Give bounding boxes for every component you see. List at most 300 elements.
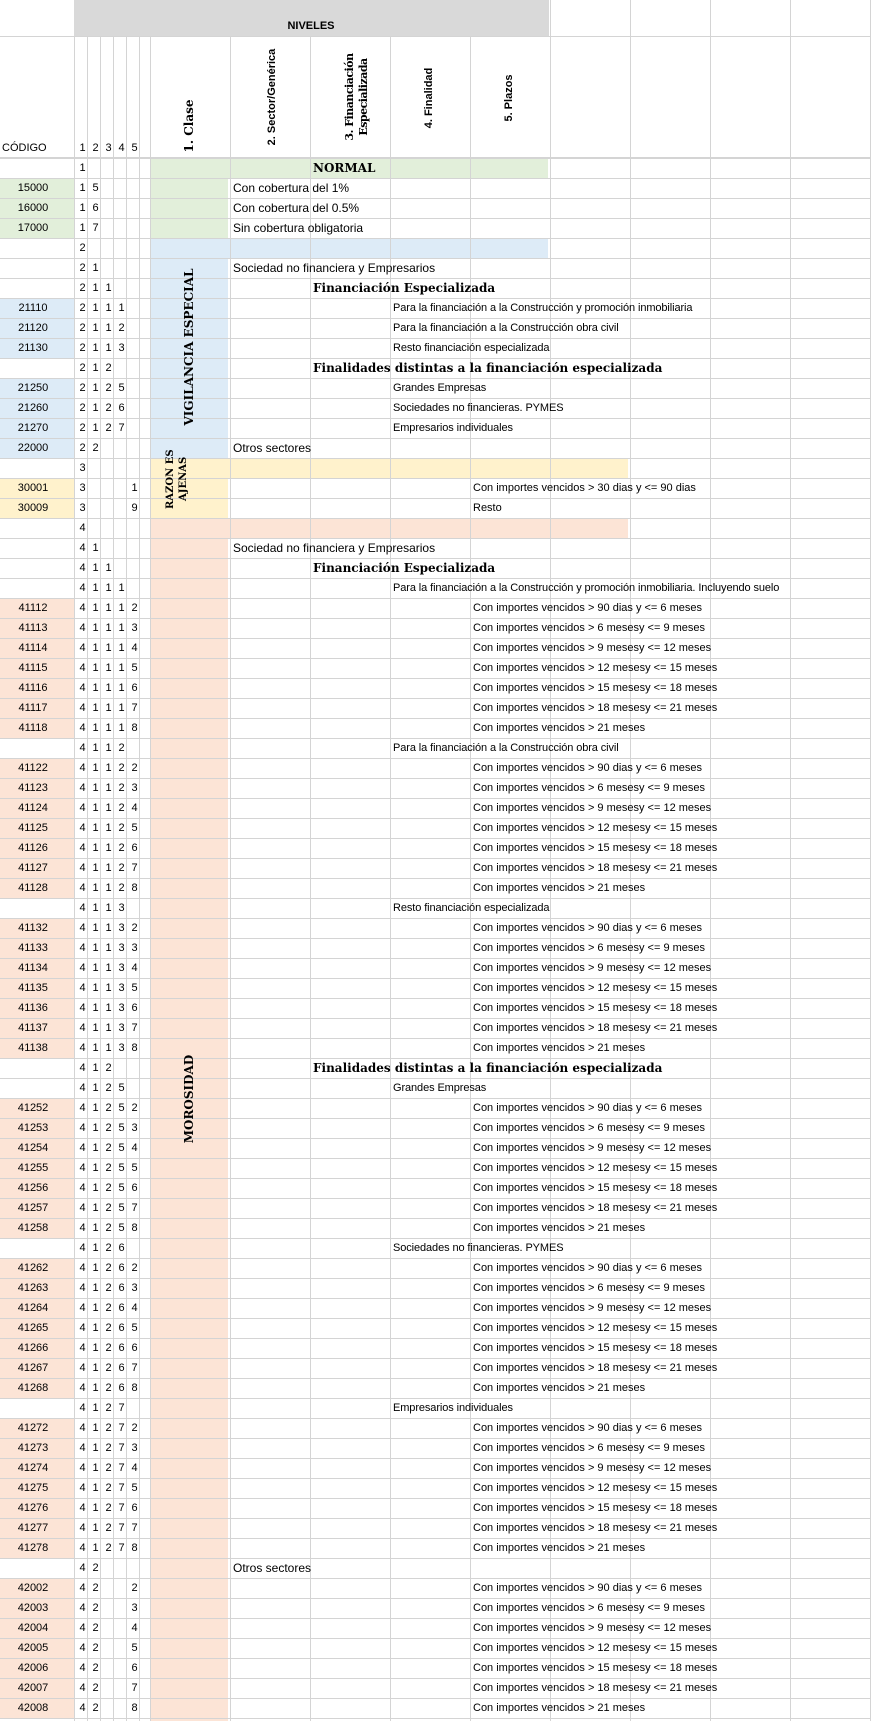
code-cell: 30001 [17, 482, 49, 494]
code-cell: 16000 [17, 202, 49, 214]
level-digit: 2 [105, 1402, 112, 1414]
code-cell: 41122 [18, 762, 48, 774]
description-cell: Con importes vencidos > 15 mesesy <= 18 meses [473, 1662, 718, 1674]
code-cell: 21270 [17, 422, 49, 434]
level-digit: 4 [79, 1582, 86, 1594]
level-digit: 2 [105, 1282, 112, 1294]
grid-line [630, 0, 631, 36]
level-digit: 2 [79, 342, 86, 354]
level-digit: 8 [131, 1222, 138, 1234]
level-digit: 4 [131, 642, 138, 654]
level-digit: 2 [92, 1642, 99, 1654]
level-digit: 1 [92, 1282, 99, 1294]
level-digit: 5 [118, 1162, 125, 1174]
level-digit: 1 [92, 982, 99, 994]
level-digit: 2 [131, 1422, 138, 1434]
level-digit: 1 [118, 642, 125, 654]
level-digit: 1 [92, 1502, 99, 1514]
level-digit: 4 [79, 1202, 86, 1214]
level-digit: 5 [118, 1122, 125, 1134]
level-digit: 2 [105, 1222, 112, 1234]
level-digit: 6 [118, 1262, 125, 1274]
level-digit: 4 [79, 682, 86, 694]
level-digit: 6 [118, 1342, 125, 1354]
description-cell: Con importes vencidos > 21 meses [473, 1222, 646, 1234]
description-cell: Con importes vencidos > 21 meses [473, 1542, 646, 1554]
level-digit: 3 [118, 962, 125, 974]
level-digit: 4 [79, 1062, 86, 1074]
code-cell: 41137 [18, 1022, 48, 1034]
description-cell: Con importes vencidos > 15 mesesy <= 18 meses [473, 682, 718, 694]
level-digit: 4 [79, 862, 86, 874]
grid-line [0, 158, 871, 159]
level-digit: 6 [118, 1282, 125, 1294]
description-cell: Con importes vencidos > 18 mesesy <= 21 meses [473, 862, 718, 874]
level-digit: 1 [92, 342, 99, 354]
code-cell: 41262 [17, 1262, 49, 1274]
level-digit: 1 [105, 702, 112, 714]
level-digit: 1 [105, 882, 112, 894]
description-cell: Para la financiación a la Construcción y promoción inmobiliaria. Incluyendo suelo [393, 582, 780, 594]
level-digit: 1 [92, 1062, 99, 1074]
level-digit: 2 [105, 1462, 112, 1474]
digit-header-1: 1 [79, 142, 86, 154]
level-digit: 1 [118, 662, 125, 674]
code-cell: 41125 [18, 822, 48, 834]
code-cell: 41278 [17, 1542, 49, 1554]
level-digit: 6 [131, 1002, 138, 1014]
code-cell: 41112 [18, 602, 48, 614]
level-digit: 1 [105, 562, 112, 574]
level-digit: 4 [79, 762, 86, 774]
level-digit: 6 [131, 682, 138, 694]
description-cell: Otros sectores [233, 441, 312, 455]
level-digit: 4 [79, 1562, 86, 1574]
description-cell: Con importes vencidos > 9 mesesy <= 12 meses [473, 1142, 712, 1154]
level-digit: 4 [79, 1662, 86, 1674]
description-cell: Con importes vencidos > 15 mesesy <= 18 meses [473, 1342, 718, 1354]
level-digit: 1 [92, 1222, 99, 1234]
level-digit: 4 [79, 922, 86, 934]
level-digit: 2 [118, 822, 125, 834]
level-digit: 4 [79, 1522, 86, 1534]
level-digit: 5 [131, 982, 138, 994]
code-cell: 41124 [18, 802, 48, 814]
level-digit: 1 [92, 1522, 99, 1534]
level-digit: 5 [118, 1202, 125, 1214]
level-digit: 2 [118, 882, 125, 894]
level-digit: 4 [79, 662, 86, 674]
level-digit: 2 [118, 322, 125, 334]
level-digit: 1 [92, 1262, 99, 1274]
level-digit: 6 [118, 1242, 125, 1254]
code-cell: 41268 [17, 1382, 49, 1394]
description-cell: Con importes vencidos > 15 mesesy <= 18 meses [473, 842, 718, 854]
level-digit: 1 [79, 202, 86, 214]
code-cell: 42002 [17, 1582, 49, 1594]
level-digit: 3 [131, 1282, 138, 1294]
level-digit: 2 [79, 402, 86, 414]
grid-line [0, 1558, 871, 1559]
code-cell: 21120 [18, 322, 48, 334]
description-cell: Con importes vencidos > 90 dias y <= 6 meses [473, 1262, 702, 1274]
level-digit: 4 [79, 1242, 86, 1254]
description-cell: Con importes vencidos > 6 mesesy <= 9 meses [473, 1282, 706, 1294]
level-digit: 9 [131, 502, 138, 514]
level-digit: 8 [131, 722, 138, 734]
description-cell: Con importes vencidos > 9 mesesy <= 12 meses [473, 1462, 712, 1474]
description-cell: Con importes vencidos > 15 mesesy <= 18 meses [473, 1002, 718, 1014]
level-digit: 6 [131, 1182, 138, 1194]
code-cell: 41258 [17, 1222, 49, 1234]
code-cell: 42004 [17, 1622, 49, 1634]
description-cell: Con importes vencidos > 90 dias y <= 6 meses [473, 1102, 702, 1114]
code-cell: 41264 [17, 1302, 49, 1314]
level-digit: 1 [92, 1402, 99, 1414]
level-digit: 4 [79, 742, 86, 754]
grid-line [0, 218, 871, 219]
code-cell: 41255 [17, 1162, 49, 1174]
level-digit: 4 [131, 802, 138, 814]
level-digit: 1 [118, 602, 125, 614]
level-digit: 4 [79, 1702, 86, 1714]
grid-line [710, 0, 711, 36]
level-digit: 4 [79, 1462, 86, 1474]
level-digit: 2 [79, 322, 86, 334]
code-cell: 41138 [18, 1042, 48, 1054]
level-digit: 4 [79, 882, 86, 894]
description-cell: Con importes vencidos > 15 mesesy <= 18 meses [473, 1182, 718, 1194]
level-digit: 6 [118, 402, 125, 414]
level-digit: 4 [79, 1322, 86, 1334]
code-cell: 41127 [18, 862, 48, 874]
level-digit: 1 [105, 342, 112, 354]
digit-header-4: 4 [118, 142, 125, 154]
level-digit: 4 [79, 1022, 86, 1034]
level-digit: 2 [105, 1062, 112, 1074]
level-digit: 1 [92, 262, 99, 274]
code-cell: 41275 [17, 1482, 49, 1494]
code-cell: 41263 [17, 1282, 49, 1294]
level-digit: 5 [118, 382, 125, 394]
level-digit: 1 [92, 1042, 99, 1054]
level-digit: 1 [105, 322, 112, 334]
level-digit: 1 [105, 582, 112, 594]
level-digit: 4 [131, 1302, 138, 1314]
level-digit: 2 [79, 262, 86, 274]
description-cell: Sociedades no financieras. PYMES [393, 402, 564, 414]
level-digit: 7 [92, 222, 99, 234]
level-digit: 4 [79, 962, 86, 974]
level-digit: 4 [79, 1122, 86, 1134]
description-cell: Con importes vencidos > 6 mesesy <= 9 meses [473, 942, 706, 954]
level-digit: 4 [79, 1482, 86, 1494]
level-digit: 2 [79, 362, 86, 374]
level-digit: 1 [92, 762, 99, 774]
grid-line [0, 238, 871, 239]
level-digit: 1 [92, 622, 99, 634]
description-cell: Con importes vencidos > 9 mesesy <= 12 meses [473, 1622, 712, 1634]
level-digit: 3 [79, 502, 86, 514]
level-digit: 4 [79, 1262, 86, 1274]
level-digit: 2 [105, 1082, 112, 1094]
level-digit: 4 [79, 1102, 86, 1114]
level-digit: 1 [105, 922, 112, 934]
level-digit: 4 [79, 1442, 86, 1454]
level-digit: 1 [105, 842, 112, 854]
level-digit: 8 [131, 1542, 138, 1554]
vigilancia-row-fill [150, 238, 548, 258]
col-header-finalidad: 4. Finalidad [423, 67, 435, 129]
description-cell: Otros sectores [233, 1561, 312, 1575]
level-digit: 1 [105, 902, 112, 914]
level-digit: 6 [118, 1362, 125, 1374]
level-digit: 4 [79, 942, 86, 954]
level-digit: 1 [92, 602, 99, 614]
code-cell: 42006 [17, 1662, 49, 1674]
level-digit: 1 [92, 1162, 99, 1174]
level-digit: 7 [131, 1682, 138, 1694]
level-digit: 4 [79, 1082, 86, 1094]
description-cell: Con importes vencidos > 18 mesesy <= 21 meses [473, 1682, 718, 1694]
level-digit: 7 [131, 1022, 138, 1034]
code-cell: 42007 [17, 1682, 49, 1694]
level-digit: 1 [92, 1202, 99, 1214]
level-digit: 1 [92, 1462, 99, 1474]
level-digit: 1 [105, 802, 112, 814]
level-digit: 7 [118, 422, 125, 434]
level-digit: 2 [105, 1482, 112, 1494]
level-digit: 2 [118, 802, 125, 814]
col-header-sector: 2. Sector/Genérica [266, 48, 278, 146]
level-digit: 1 [92, 682, 99, 694]
level-digit: 2 [105, 1342, 112, 1354]
niveles-header: NIVELES [287, 20, 335, 32]
level-digit: 2 [105, 1102, 112, 1114]
level-digit: 5 [118, 1182, 125, 1194]
level-digit: 4 [79, 1162, 86, 1174]
level-digit: 1 [105, 722, 112, 734]
level-digit: 1 [92, 662, 99, 674]
level-digit: 1 [92, 362, 99, 374]
level-digit: 2 [118, 742, 125, 754]
level-digit: 1 [105, 822, 112, 834]
level-digit: 2 [131, 1262, 138, 1274]
level-digit: 7 [118, 1402, 125, 1414]
level-digit: 1 [92, 1342, 99, 1354]
level-digit: 4 [79, 1622, 86, 1634]
level-digit: 4 [79, 1542, 86, 1554]
grid-line [550, 0, 551, 36]
description-cell: Grandes Empresas [393, 382, 487, 394]
code-cell: 41276 [17, 1502, 49, 1514]
digit-header-5: 5 [131, 142, 138, 154]
description-cell: Con importes vencidos > 18 mesesy <= 21 meses [473, 1522, 718, 1534]
level-digit: 1 [92, 562, 99, 574]
description-cell: Con importes vencidos > 6 mesesy <= 9 meses [473, 782, 706, 794]
level-digit: 5 [92, 182, 99, 194]
level-digit: 2 [105, 362, 112, 374]
level-digit: 3 [118, 1042, 125, 1054]
description-cell: Con importes vencidos > 9 mesesy <= 12 meses [473, 962, 712, 974]
code-cell: 15000 [17, 182, 49, 194]
code-cell: 41252 [17, 1102, 49, 1114]
level-digit: 4 [79, 1682, 86, 1694]
level-digit: 2 [79, 382, 86, 394]
level-digit: 3 [79, 482, 86, 494]
level-digit: 4 [79, 782, 86, 794]
level-digit: 7 [131, 702, 138, 714]
level-digit: 1 [105, 1002, 112, 1014]
col-header-clase: 1. Clase [182, 99, 196, 153]
code-cell: 41266 [17, 1342, 49, 1354]
level-digit: 1 [92, 1122, 99, 1134]
level-digit: 4 [79, 602, 86, 614]
level-digit: 5 [131, 1642, 138, 1654]
grid-line [0, 198, 871, 199]
level-digit: 4 [79, 562, 86, 574]
level-digit: 1 [92, 542, 99, 554]
level-digit: 1 [92, 1022, 99, 1034]
grid-line [0, 458, 871, 459]
level-digit: 2 [131, 762, 138, 774]
level-digit: 7 [118, 1442, 125, 1454]
col-header-plazos: 5. Plazos [503, 74, 515, 122]
description-cell: Con importes vencidos > 18 mesesy <= 21 meses [473, 1022, 718, 1034]
level-digit: 2 [105, 1122, 112, 1134]
description-cell: Con importes vencidos > 12 mesesy <= 15 meses [473, 662, 718, 674]
level-digit: 6 [131, 842, 138, 854]
level-digit: 4 [79, 1002, 86, 1014]
level-digit: 1 [92, 1362, 99, 1374]
description-cell: Con importes vencidos > 21 meses [473, 1042, 646, 1054]
description-cell: Con importes vencidos > 9 mesesy <= 12 meses [473, 1302, 712, 1314]
description-cell: Con importes vencidos > 12 mesesy <= 15 meses [473, 1642, 718, 1654]
level-digit: 2 [105, 1322, 112, 1334]
level-digit: 2 [105, 1542, 112, 1554]
level-digit: 2 [79, 422, 86, 434]
digit-header-3: 3 [105, 142, 112, 154]
level-digit: 3 [131, 1122, 138, 1134]
level-digit: 1 [92, 1422, 99, 1434]
level-digit: 6 [118, 1382, 125, 1394]
level-digit: 2 [118, 842, 125, 854]
description-cell: Sociedad no financiera y Empresarios [233, 261, 436, 275]
description-cell: Con importes vencidos > 90 dias y <= 6 meses [473, 1422, 702, 1434]
level-digit: 2 [105, 1182, 112, 1194]
level-digit: 1 [92, 302, 99, 314]
description-cell: Financiación Especializada [313, 561, 496, 575]
description-cell: Con importes vencidos > 12 mesesy <= 15 meses [473, 1322, 718, 1334]
level-digit: 4 [79, 642, 86, 654]
description-cell: Con importes vencidos > 12 mesesy <= 15 meses [473, 1162, 718, 1174]
level-digit: 1 [118, 682, 125, 694]
code-cell: 21250 [17, 382, 49, 394]
level-digit: 1 [92, 782, 99, 794]
level-digit: 2 [105, 1382, 112, 1394]
level-digit: 1 [79, 222, 86, 234]
description-cell: Resto financiación especializada [393, 902, 550, 914]
code-cell: 41117 [18, 702, 48, 714]
level-digit: 4 [131, 1142, 138, 1154]
level-digit: 2 [92, 1602, 99, 1614]
level-digit: 4 [131, 962, 138, 974]
level-digit: 1 [92, 642, 99, 654]
code-cell: 41115 [18, 662, 48, 674]
code-cell: 42005 [17, 1642, 49, 1654]
level-digit: 5 [131, 1482, 138, 1494]
description-cell: Grandes Empresas [393, 1082, 487, 1094]
code-cell: 41113 [18, 622, 48, 634]
level-digit: 1 [105, 602, 112, 614]
description-cell: Para la financiación a la Construcción obra civil [393, 742, 619, 754]
level-digit: 2 [79, 282, 86, 294]
level-digit: 3 [131, 942, 138, 954]
level-digit: 4 [79, 1642, 86, 1654]
level-digit: 1 [118, 582, 125, 594]
level-digit: 2 [79, 302, 86, 314]
level-digit: 2 [118, 762, 125, 774]
level-digit: 1 [92, 1002, 99, 1014]
level-digit: 4 [79, 1362, 86, 1374]
level-digit: 8 [131, 882, 138, 894]
level-digit: 4 [79, 902, 86, 914]
level-digit: 1 [92, 842, 99, 854]
level-digit: 5 [118, 1142, 125, 1154]
level-digit: 4 [79, 802, 86, 814]
level-digit: 3 [118, 922, 125, 934]
description-cell: Financiación Especializada [313, 281, 496, 295]
code-cell: 41273 [17, 1442, 49, 1454]
level-digit: 1 [105, 862, 112, 874]
description-cell: Sociedades no financieras. PYMES [393, 1242, 564, 1254]
level-digit: 4 [79, 622, 86, 634]
level-digit: 7 [131, 1202, 138, 1214]
level-digit: 5 [118, 1222, 125, 1234]
description-cell: Con importes vencidos > 9 mesesy <= 12 meses [473, 642, 712, 654]
description-cell: Con cobertura del 1% [233, 181, 350, 195]
code-cell: 21110 [18, 302, 48, 314]
level-digit: 3 [131, 1442, 138, 1454]
level-digit: 8 [131, 1042, 138, 1054]
description-cell: Sin cobertura obligatoria [233, 221, 364, 235]
level-digit: 4 [79, 702, 86, 714]
level-digit: 7 [118, 1522, 125, 1534]
level-digit: 1 [105, 942, 112, 954]
description-cell: Con importes vencidos > 15 mesesy <= 18 meses [473, 1502, 718, 1514]
description-cell: Con importes vencidos > 90 dias y <= 6 meses [473, 602, 702, 614]
level-digit: 4 [79, 722, 86, 734]
level-digit: 4 [79, 542, 86, 554]
code-cell: 41126 [18, 842, 48, 854]
level-digit: 4 [79, 1402, 86, 1414]
level-digit: 2 [105, 1422, 112, 1434]
level-digit: 1 [105, 962, 112, 974]
level-digit: 1 [92, 422, 99, 434]
level-digit: 4 [131, 1622, 138, 1634]
description-cell: Con importes vencidos > 6 mesesy <= 9 meses [473, 1442, 706, 1454]
level-digit: 2 [105, 1362, 112, 1374]
level-digit: 1 [92, 282, 99, 294]
level-digit: 3 [79, 462, 86, 474]
code-cell: 41132 [18, 922, 48, 934]
level-digit: 4 [79, 982, 86, 994]
grid-line [0, 518, 871, 519]
code-cell: 41256 [17, 1182, 49, 1194]
level-digit: 4 [79, 1222, 86, 1234]
level-digit: 2 [131, 1102, 138, 1114]
level-digit: 2 [105, 1162, 112, 1174]
